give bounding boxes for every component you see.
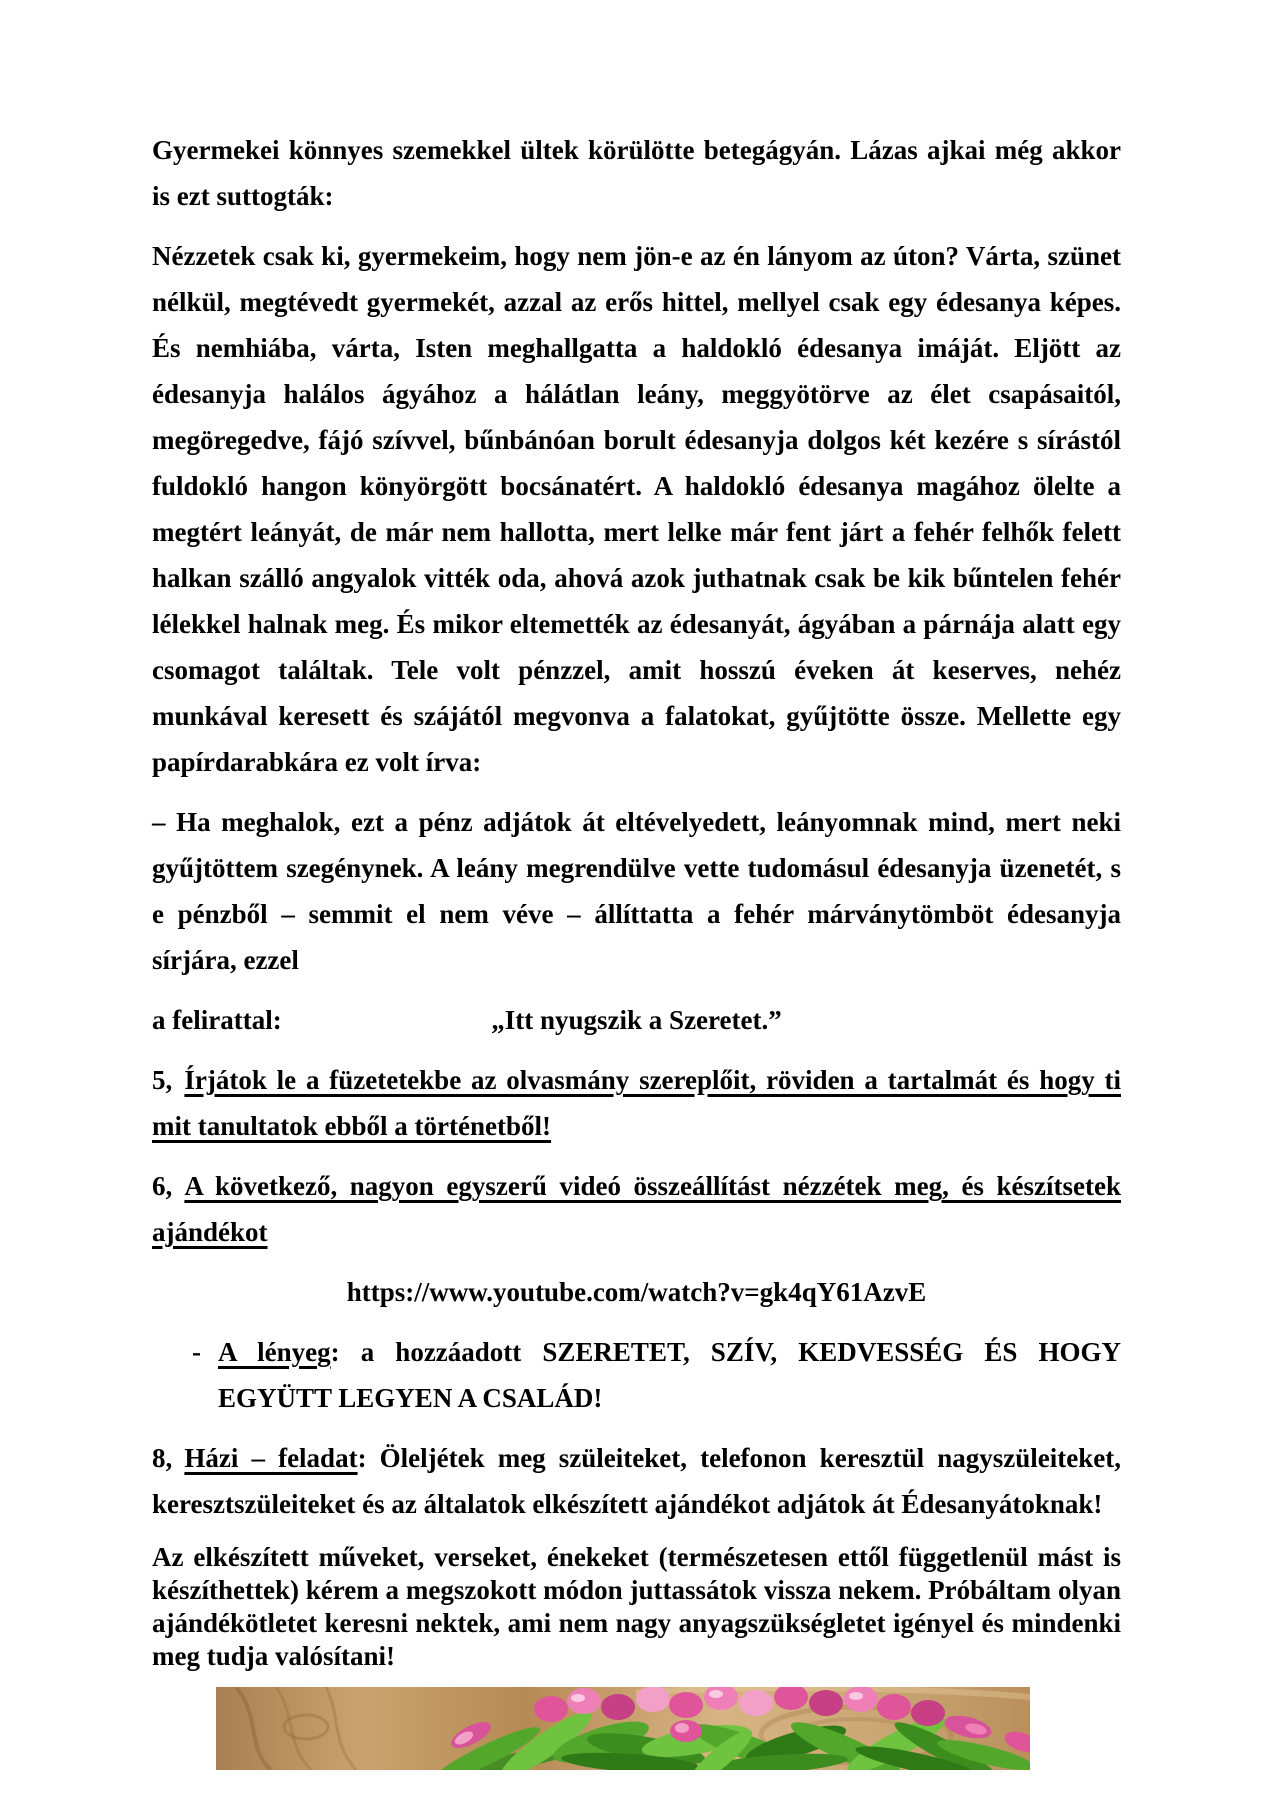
task-8-number: 8, <box>152 1443 173 1473</box>
inscription-label: a felirattal: <box>152 1005 282 1035</box>
task-6-text: A következő, nagyon egyszerű videó összeállítást nézzétek meg, és készítsetek ajándékot <box>152 1171 1121 1247</box>
key-point-label: A lényeg <box>218 1337 331 1367</box>
paragraph-story: Nézzetek csak ki, gyermekeim, hogy nem jön-e az én lányom az úton? Várta, szünet nélkül, megtévedt gyermekét, azzal az erős hittel, mellyel csak egy édesanya képes. És nemhiába, várta, Isten meghallgatta a haldokló édesanya imáját. Eljött az édesanyja halálos ágyához a hálátlan leány, meggyötörve az élet csapásaitól, megöregedve, fájó szívvel, bűnbánóan borult édesanyja dolgos két kezére s sírástól fuldokló hangon könyörgött bocsánatért. A haldokló édesanya magához ölelte a megtért leányát, de már nem hallotta, mert lelke már fent járt a fehér felhők felett halkan szálló angyalok vitték oda, ahová azok juthatnak csak be kik bűntelen fehér lélekkel halnak meg. És mikor eltemették az édesanyát, ágyában a párnája alatt egy csomagot találtak. Tele volt pénzzel, amit hosszú éveken át keserves, nehéz munkával keresett és szájától megvonva a falatokat, gyűjtötte össze. Mellette egy papírdarabkára ez volt írva: <box>152 241 1121 777</box>
paragraph-testament: – Ha meghalok, ezt a pénz adjátok át eltévelyedett, leányomnak mind, mert neki gyűjtöttem szegénynek. A leány megrendülve vette tudomásul édesanyja üzenetét, s e pénzből – semmit el nem véve – állíttatta a fehér márványtömböt édesanyja sírjára, ezzel <box>152 807 1121 975</box>
paragraph-closing: Az elkészített műveket, verseket, énekeket (természetesen ettől függetlenül mást is készíthettek) kérem a megszokott módon juttassátok vissza nekem. Próbáltam olyan ajándékötletet keresni nektek, ami nem nagy anyagszükségletet igényel és mindenki meg tudja valósítani! <box>152 1542 1121 1671</box>
tulip-bouquet-illustration <box>216 1687 1030 1770</box>
task-8-text: : Öleljétek meg szüleiteket, telefonon keresztül nagyszüleiteket, keresztszüleiteket és az általatok elkészített ajándékot adjátok át Édesanyátoknak! <box>152 1443 1121 1519</box>
task-5-text: Írjátok le a füzetetekbe az olvasmány szereplőit, röviden a tartalmát és hogy ti mit tanultatok ebből a történetből! <box>152 1065 1121 1141</box>
key-point-item <box>152 1329 1121 1421</box>
bullet-dash: - <box>192 1337 201 1367</box>
document-page <box>152 127 1121 1770</box>
task-8-label: Házi – feladat <box>184 1443 358 1473</box>
task-5 <box>152 1057 1121 1149</box>
key-point-text: : a hozzáadott SZERETET, SZÍV, KEDVESSÉG ÉS HOGY EGYÜTT LEGYEN A CSALÁD! <box>218 1337 1121 1413</box>
task-5-number: 5, <box>152 1065 173 1095</box>
task-6-number: 6, <box>152 1171 173 1201</box>
inscription-line <box>152 997 1121 1043</box>
task-8 <box>152 1435 1121 1527</box>
task-6 <box>152 1163 1121 1255</box>
video-url: https://www.youtube.com/watch?v=gk4qY61AzvE <box>346 1277 927 1307</box>
tulip-bouquet-photo <box>216 1687 1030 1770</box>
inscription-quote: „Itt nyugszik a Szeretet.” <box>491 1005 782 1035</box>
paragraph-intro: Gyermekei könnyes szemekkel ültek körülötte betegágyán. Lázas ajkai még akkor is ezt suttogták: <box>152 135 1121 211</box>
